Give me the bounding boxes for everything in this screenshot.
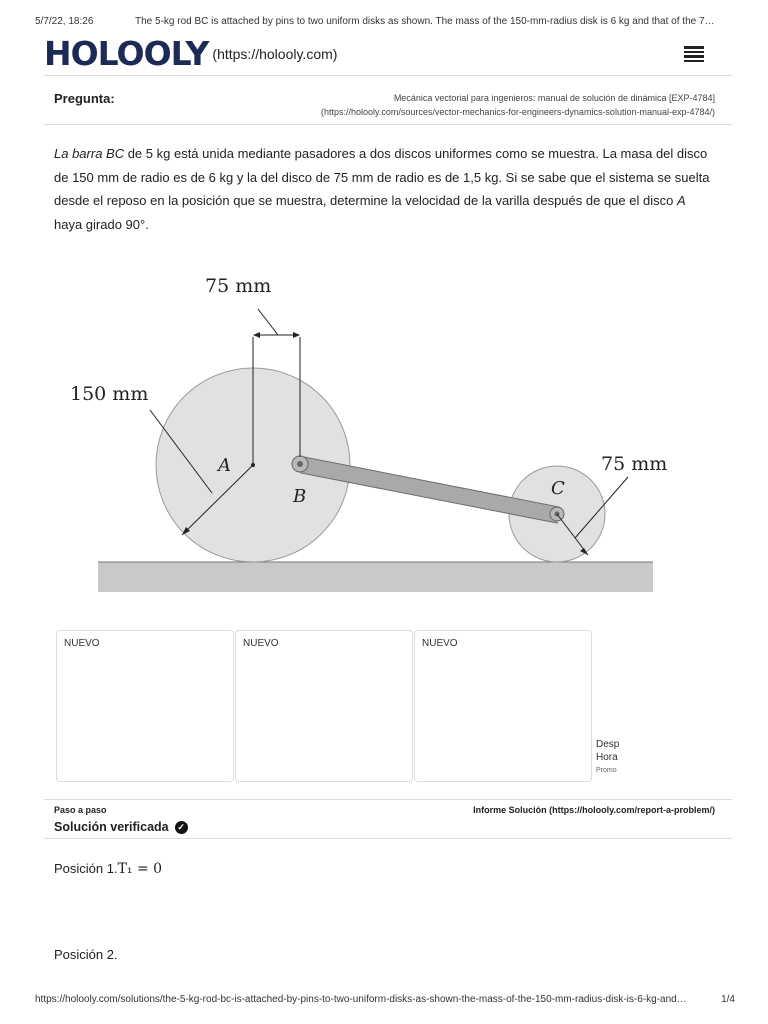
question-italic-rod: La barra BC (54, 146, 125, 161)
verified-divider (44, 838, 732, 839)
label-point-c: C (551, 478, 565, 499)
promo-line: Promo (596, 767, 617, 774)
card-badge: NUEVO (422, 638, 458, 649)
card-badge: NUEVO (64, 638, 100, 649)
position-2-label: Posición 2. (54, 947, 118, 962)
promo-snippet[interactable] (596, 738, 626, 777)
hamburger-menu-icon[interactable] (684, 46, 704, 62)
print-footer-url: https://holooly.com/solutions/the-5-kg-rod-bc-is-attached-by-pins-to-two-uniform-disks-as-shown-the-mass-of-the-150-mm-radius-disk-is-6-kg-and… (35, 994, 687, 1005)
print-date: 5/7/22, 18:26 (35, 16, 94, 27)
related-card[interactable] (235, 630, 413, 782)
step-label: Paso a paso (54, 805, 107, 815)
holooly-logo[interactable]: HOLOOLY (44, 34, 209, 73)
question-label: Pregunta: (54, 91, 115, 106)
print-doc-title: The 5-kg rod BC is attached by pins to two uniform disks as shown. The mass of the 150-mm-radius disk is 6 kg and that of the 7… (135, 16, 715, 27)
label-offset: 75 mm (205, 275, 272, 297)
ground (98, 562, 653, 592)
source-url[interactable]: (https://holooly.com/sources/vector-mechanics-for-engineers-dynamics-solution-manual-exp-4784/) (321, 107, 715, 117)
label-point-b: B (293, 486, 307, 507)
source-title[interactable]: Mecánica vectorial para ingenieros: manual de solución de dinámica [EXP-4784] (393, 93, 715, 103)
check-circle-icon: ✓ (175, 821, 188, 834)
label-point-a: A (218, 455, 231, 476)
solution-divider (44, 799, 732, 800)
question-source[interactable] (321, 91, 715, 119)
verified-label: Solución verificada (54, 820, 169, 834)
question-italic-disk: A (676, 193, 686, 208)
label-big-radius: 150 mm (70, 383, 149, 405)
question-body-1: de 5 kg está unida mediante pasadores a dos discos uniformes como se muestra. La masa del disco de 150 mm de radio es de 6 kg y la del disco de 75 mm de radio es de 1,5 kg. Si se sabe que el sistema se suelta desde el reposo en la posición que se muestra, determine la velocidad de la varilla después de que el disco (54, 146, 710, 208)
related-card[interactable] (414, 630, 592, 782)
site-header (44, 36, 337, 72)
question-text (54, 142, 714, 236)
related-card[interactable] (56, 630, 234, 782)
question-divider (44, 124, 732, 125)
position-1 (54, 861, 162, 877)
promo-line: Desp (596, 739, 620, 750)
print-page-number: 1/4 (721, 994, 735, 1005)
verified-solution (54, 820, 188, 834)
related-cards (56, 630, 626, 782)
question-body-2: haya girado 90°. (54, 216, 149, 232)
promo-line: Hora (596, 752, 618, 763)
position-1-label: Posición 1. (54, 861, 118, 876)
problem-figure (60, 265, 668, 605)
label-small-radius: 75 mm (601, 453, 668, 475)
header-divider (44, 75, 732, 76)
report-problem-link[interactable]: Informe Solución (https://holooly.com/report-a-problem/) (473, 805, 715, 815)
card-badge: NUEVO (243, 638, 279, 649)
site-url-link[interactable]: (https://holooly.com) (212, 46, 338, 62)
position-1-equation: T₁ = 0 (117, 861, 163, 877)
